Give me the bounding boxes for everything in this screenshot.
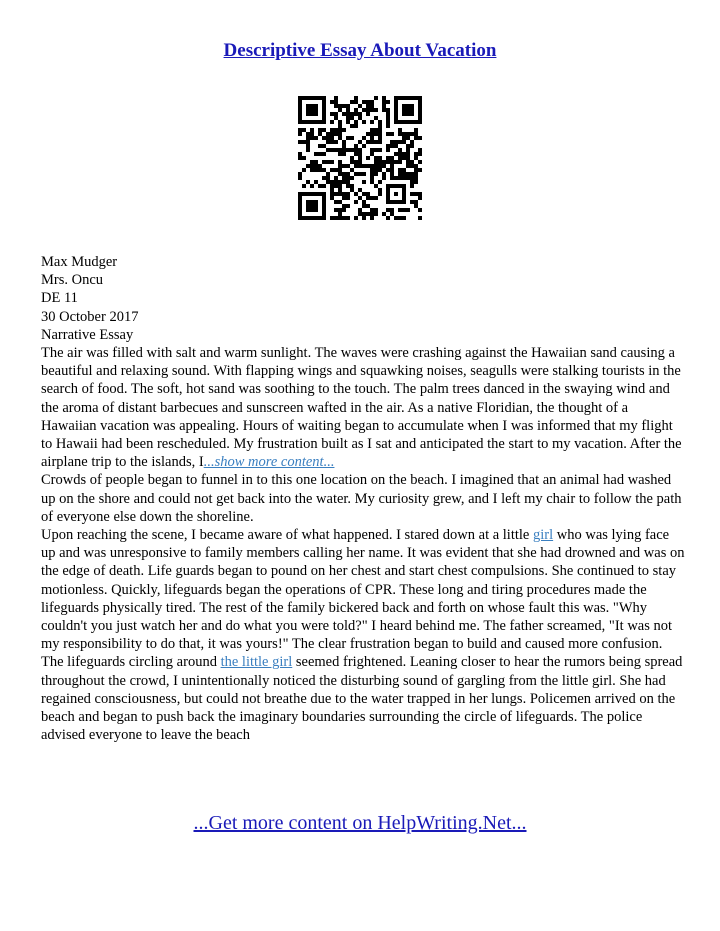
paragraph-4-text-before: The lifeguards circling around <box>41 654 221 671</box>
paragraph-3-text-before: Upon reaching the scene, I became aware of what happened. I stared down at a little <box>41 527 533 544</box>
essay-body <box>41 253 686 744</box>
paragraph-3-text-after: who was lying face up and was unresponsive to family members calling her name. It was evident that she had drowned and was on the edge of death. Life guards began to pound on her chest and start chest compulsions. She continued to stay motionless. Quickly, lifeguards began the operations of CPR. These long and tiring procedures made the lifeguards physically tired. The rest of the family bickered back and forth on whose fault this was. "Why couldn't you just watch her and do what you were told?" I heard behind me. The father screamed, "It was not my responsibility to do that, it was yours!" The clear frustration began to build and caused more confusion. <box>41 527 685 653</box>
paragraph-1-text: The air was filled with salt and warm sunlight. The waves were crashing against the Hawaiian sand causing a beautiful and relaxing sound. With flapping wings and squawking noises, seagulls were stalking tourists in the search of food. The soft, hot sand was soothing to the touch. The palm trees danced in the swaying wind and the aroma of distant barbecues and sunscreen wafted in the air. As a native Floridian, the thought of a Hawaiian vacation was appealing. Hours of waiting began to accumulate when I was informed that my flight to Hawaii had been rescheduled. My frustration built as I sat and anticipated the start to my vacation. After the airplane trip to the islands, I <box>41 345 682 471</box>
paragraph-4 <box>41 653 686 744</box>
paragraph-3 <box>41 526 686 653</box>
paragraph-4-text-after: seemed frightened. Leaning closer to hear the rumors being spread throughout the crowd, I unintentionally noticed the disturbing sound of gargling from the little girl. She had regained consciousness, but could not breathe due to the water trapped in her lungs. Policemen arrived on the beach and began to push back the imaginary boundaries surrounding the circle of lifeguards. The police advised everyone to leave the beach <box>41 654 683 744</box>
author-line: Max Mudger <box>41 254 118 270</box>
paragraph-2: Crowds of people began to funnel in to this one location on the beach. I imagined that an animal had washed up on the shore and could not get back into the water. My curiosity grew, and I left my chair to follow the path of everyone else down the shoreline. <box>41 472 682 525</box>
get-more-content-link[interactable]: ...Get more content on HelpWriting.Net... <box>193 812 527 834</box>
teacher-line: Mrs. Oncu <box>41 272 104 289</box>
essay-type-line: Narrative Essay <box>41 326 134 343</box>
qr-code-image <box>298 96 422 220</box>
girl-link[interactable]: girl <box>532 527 554 544</box>
class-line: DE 11 <box>41 290 78 307</box>
date-line: 30 October 2017 <box>41 308 139 325</box>
footer <box>0 810 720 836</box>
paragraph-1 <box>41 344 686 471</box>
show-more-link[interactable]: ...show more content... <box>203 454 335 471</box>
title-link[interactable]: Descriptive Essay About Vacation <box>223 40 497 61</box>
page-title <box>0 39 720 63</box>
little-girl-link[interactable]: the little girl <box>220 654 293 671</box>
